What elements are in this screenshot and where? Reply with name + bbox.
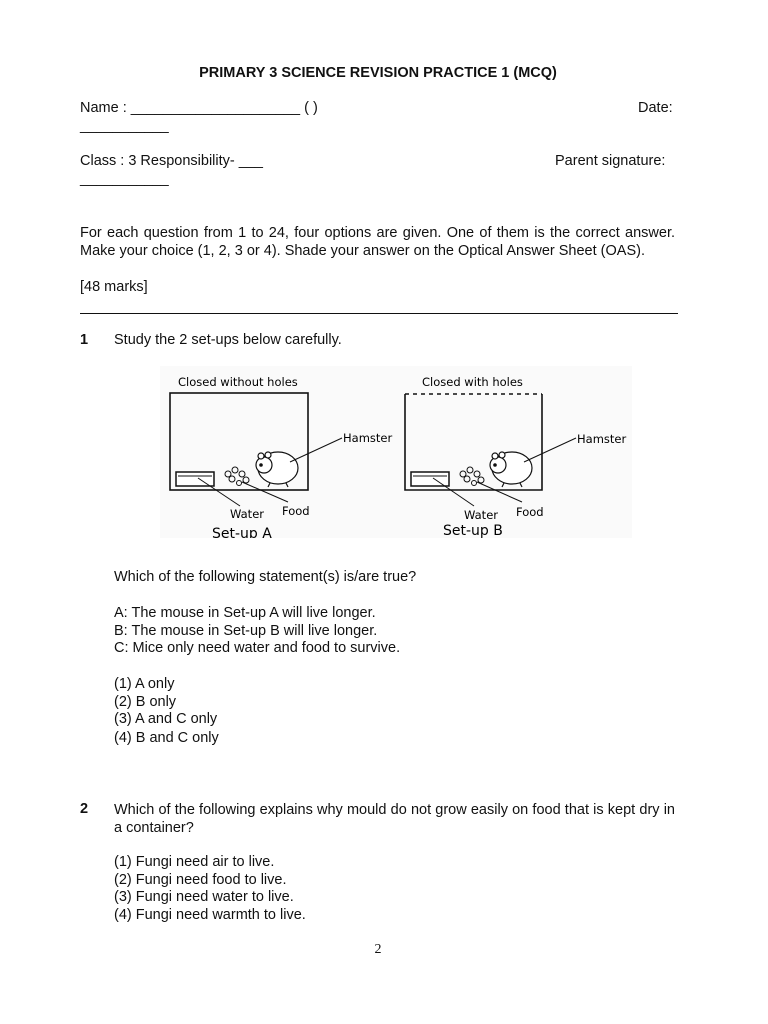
parent-signature-blank: ___________ [80,171,169,187]
statement-a: A: The mouse in Set-up A will live longer. [114,605,376,621]
q2-option-4: (4) Fungi need warmth to live. [114,907,306,923]
water-dish-icon [176,472,214,486]
setup-b-heading: Closed with holes [422,375,523,389]
water-dish-icon [411,472,449,486]
section-divider [80,313,678,314]
name-line: Name : _____________________ ( ) [80,100,318,116]
q1-option-1: (1) A only [114,676,175,692]
food-icon [225,467,249,486]
statement-b: B: The mouse in Set-up B will live longer. [114,623,378,639]
instructions-text: For each question from 1 to 24, four options are given. One of them is the correct answer. Make your choice (1, 2, 3 or 4). Shade your answer on the Optical Answer Sheet (OAS). [80,225,675,259]
q1-option-2: (2) B only [114,694,177,710]
setup-b-caption: Set-up B [443,523,503,538]
setup-a-heading: Closed without holes [178,375,298,389]
food-icon [460,467,484,486]
hamster-icon [256,452,298,487]
total-marks: [48 marks] [80,279,148,295]
q2-option-1: (1) Fungi need air to live. [114,854,275,870]
page-title: PRIMARY 3 SCIENCE REVISION PRACTICE 1 (MCQ) [199,65,557,81]
date-blank: ___________ [80,118,169,134]
page-number: 2 [374,942,382,957]
class-line: Class : 3 Responsibility- ___ [80,153,263,169]
q2-option-3: (3) Fungi need water to live. [114,889,294,905]
question-number-2: 2 [80,801,89,817]
setup-figure [160,366,632,538]
date-label: Date: [638,100,673,116]
question-number-1: 1 [80,332,89,348]
setup-a-water-label: Water [230,507,264,521]
q1-option-4: (4) B and C only [114,730,219,746]
setup-a-food-label: Food [282,504,310,518]
statement-c: C: Mice only need water and food to survive. [114,640,401,656]
question-1-question: Which of the following statement(s) is/are true? [114,569,417,585]
question-2-prompt: Which of the following explains why mould do not grow easily on food that is kept dry in a container? [114,802,675,836]
setup-diagram [160,366,632,538]
question-1-prompt: Study the 2 set-ups below carefully. [114,332,342,348]
setup-b-hamster-label: Hamster [577,432,627,446]
hamster-icon [490,452,532,487]
setup-a-hamster-label: Hamster [343,431,393,445]
q1-option-3: (3) A and C only [114,711,218,727]
setup-b-water-label: Water [464,508,498,522]
q2-option-2: (2) Fungi need food to live. [114,872,287,888]
parent-signature-label: Parent signature: [555,153,666,169]
setup-a-caption: Set-up A [212,526,272,538]
setup-b-food-label: Food [516,505,544,519]
